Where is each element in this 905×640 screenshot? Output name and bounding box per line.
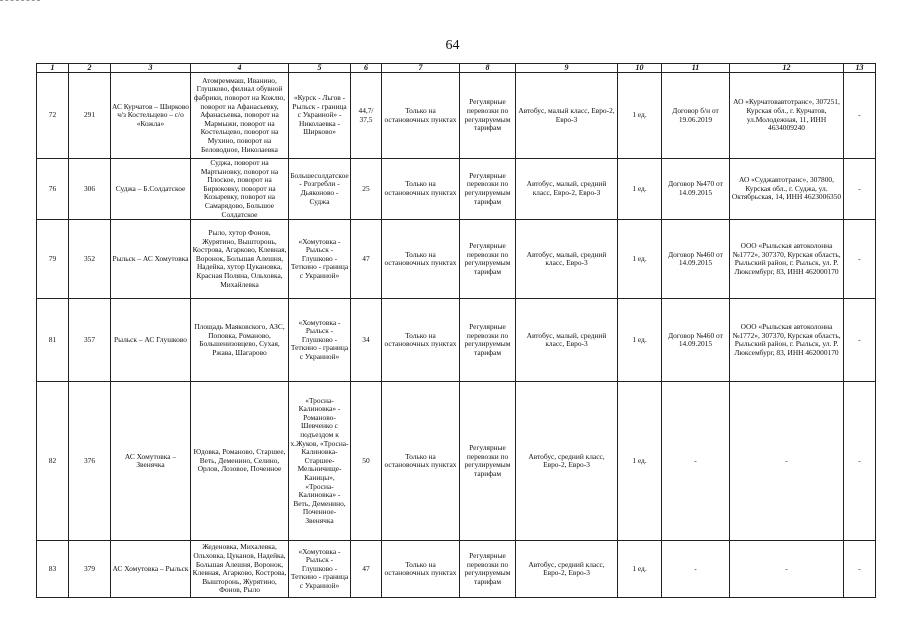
- vehicle-class-cell: Автобус, малый, средний класс, Евро-2, Евро-3: [516, 159, 618, 220]
- contract-cell: Договор б/н от 19.06.2019: [662, 73, 730, 159]
- transport-type-cell: Регулярные перевозки по регулируемым тарифам: [460, 159, 516, 220]
- routes-table: [36, 63, 876, 598]
- boarding-procedure-cell: Только на остановочных пунктах: [382, 220, 460, 299]
- route-number-cell: 376: [69, 382, 111, 541]
- table-row: [37, 541, 876, 598]
- column-number-4: 4: [191, 64, 289, 73]
- column-number-8: 8: [460, 64, 516, 73]
- column-number-6: 6: [351, 64, 382, 73]
- carrier-cell: АО «Курчатовавтотранс», 307251, Курская обл., г. Курчатов, ул.Молодежная, 11, ИНН 4634009240: [730, 73, 844, 159]
- notes-cell: -: [844, 541, 876, 598]
- notes-cell: -: [844, 73, 876, 159]
- column-number-10: 10: [618, 64, 662, 73]
- vehicle-class-cell: Автобус, малый, средний класс, Евро-3: [516, 220, 618, 299]
- boarding-procedure-cell: Только на остановочных пунктах: [382, 73, 460, 159]
- route-number-cell: 357: [69, 299, 111, 382]
- transport-type-cell: Регулярные перевозки по регулируемым тарифам: [460, 382, 516, 541]
- transport-type-cell: Регулярные перевозки по регулируемым тарифам: [460, 220, 516, 299]
- table-row: [37, 220, 876, 299]
- streets-roads-cell: Большесолдатское - Розгребли - Дьяконово - Суджа: [289, 159, 351, 220]
- notes-cell: -: [844, 220, 876, 299]
- route-length-cell: 25: [351, 159, 382, 220]
- route-number-cell: 352: [69, 220, 111, 299]
- column-number-1: 1: [37, 64, 69, 73]
- streets-roads-cell: «Хомутовка - Рыльск - Глушково - Теткино - граница с Украиной»: [289, 220, 351, 299]
- intermediate-stops-cell: Атомреммаш, Иванино, Глушково, филиал обувной фабрики, поворот на Кожлю, поворот на Афанасьевку, Афанасьевка, поворот на Мармыжи, поворот на Костельцево, поворот на Мухино, поворот на Беловодное, Николаевка: [191, 73, 289, 159]
- vehicle-class-cell: Автобус, средний класс, Евро-2, Евро-3: [516, 382, 618, 541]
- carrier-cell: ООО «Рыльская автоколонна №1772», 307370, Курская область, Рыльский район, г. Рыльск, ул. Р. Люксембург, 83, ИНН 462000170: [730, 299, 844, 382]
- row-number-cell: 81: [37, 299, 69, 382]
- contract-cell: Договор №460 от 14.09.2015: [662, 299, 730, 382]
- intermediate-stops-cell: Площадь Маяковского, АЗС, Поповка, Романово, Большенизовцево, Сухая, Ржава, Шагарово: [191, 299, 289, 382]
- route-length-cell: 47: [351, 220, 382, 299]
- table-row: [37, 159, 876, 220]
- row-number-cell: 83: [37, 541, 69, 598]
- carrier-cell: -: [730, 382, 844, 541]
- vehicle-class-cell: Автобус, малый класс, Евро-2, Евро-3: [516, 73, 618, 159]
- boarding-procedure-cell: Только на остановочных пунктах: [382, 299, 460, 382]
- column-number-7: 7: [382, 64, 460, 73]
- column-number-2: 2: [69, 64, 111, 73]
- intermediate-stops-cell: Суджа, поворот на Мартыновку, поворот на Плоское, поворот на Бирюковку, поворот на Козыревку, поворот на Самарядово, Большое Солдатское: [191, 159, 289, 220]
- page-number: 64: [445, 38, 460, 53]
- intermediate-stops-cell: Юдовка, Романово, Старшее, Веть, Деменино, Селино, Орлов, Лозовое, Поченное: [191, 382, 289, 541]
- contract-cell: -: [662, 541, 730, 598]
- row-number-cell: 79: [37, 220, 69, 299]
- contract-cell: Договор №460 от 14.09.2015: [662, 220, 730, 299]
- notes-cell: -: [844, 299, 876, 382]
- boarding-procedure-cell: Только на остановочных пунктах: [382, 541, 460, 598]
- route-name-cell: АС Курчатов – Ширково ч/з Костельцево – с/о «Кожла»: [111, 73, 191, 159]
- route-name-cell: Рыльск – АС Хомутовка: [111, 220, 191, 299]
- carrier-cell: АО «Суджавтотранс», 307800, Курская обл., г. Суджа, ул. Октябрьская, 14, ИНН 4623006350: [730, 159, 844, 220]
- route-length-cell: 44,7/ 37,5: [351, 73, 382, 159]
- vehicle-count-cell: 1 ед.: [618, 73, 662, 159]
- table-row: [37, 73, 876, 159]
- notes-cell: -: [844, 159, 876, 220]
- intermediate-stops-cell: Жеденовка, Михалевка, Ольховка, Цуканов, Надейка, Большая Алешня, Воронок, Клевная, Агарково, Кострова, Вышторонь, Журятино, Фонов, Рыло: [191, 541, 289, 598]
- route-name-cell: АС Хомутовка – Звенячка: [111, 382, 191, 541]
- row-number-cell: 76: [37, 159, 69, 220]
- route-length-cell: 47: [351, 541, 382, 598]
- route-name-cell: Рыльск – АС Глушково: [111, 299, 191, 382]
- intermediate-stops-cell: Рыло, хутор Фонов, Журятино, Вышторонь, Кострова, Агарково, Клевная, Воронок, Большая Алешня, Надейка, хутор Цукановка, Красная Поляна, Ольховка, Михайлевка: [191, 220, 289, 299]
- boarding-procedure-cell: Только на остановочных пунктах: [382, 159, 460, 220]
- transport-type-cell: Регулярные перевозки по регулируемым тарифам: [460, 541, 516, 598]
- route-number-cell: 291: [69, 73, 111, 159]
- contract-cell: Договор №470 от 14.09.2015: [662, 159, 730, 220]
- route-name-cell: АС Хомутовка – Рыльск: [111, 541, 191, 598]
- row-number-cell: 72: [37, 73, 69, 159]
- vehicle-count-cell: 1 ед.: [618, 541, 662, 598]
- vehicle-class-cell: Автобус, средний класс, Евро-2, Евро-3: [516, 541, 618, 598]
- table-header-row: [37, 64, 876, 73]
- contract-cell: -: [662, 382, 730, 541]
- column-number-3: 3: [111, 64, 191, 73]
- carrier-cell: ООО «Рыльская автоколонна №1772», 307370, Курская область, Рыльский район, г. Рыльск, ул. Р. Люксембург, 83, ИНН 462000170: [730, 220, 844, 299]
- route-length-cell: 50: [351, 382, 382, 541]
- vehicle-count-cell: 1 ед.: [618, 382, 662, 541]
- route-name-cell: Суджа – Б.Солдатское: [111, 159, 191, 220]
- column-number-12: 12: [730, 64, 844, 73]
- carrier-cell: -: [730, 541, 844, 598]
- streets-roads-cell: «Хомутовка - Рыльск - Глушково - Теткино - граница с Украиной»: [289, 541, 351, 598]
- scan-corner-mark: [0, 0, 40, 3]
- column-number-9: 9: [516, 64, 618, 73]
- column-number-13: 13: [844, 64, 876, 73]
- route-number-cell: 306: [69, 159, 111, 220]
- transport-type-cell: Регулярные перевозки по регулируемым тарифам: [460, 73, 516, 159]
- vehicle-count-cell: 1 ед.: [618, 220, 662, 299]
- vehicle-count-cell: 1 ед.: [618, 159, 662, 220]
- route-length-cell: 34: [351, 299, 382, 382]
- notes-cell: -: [844, 382, 876, 541]
- boarding-procedure-cell: Только на остановочных пунктах: [382, 382, 460, 541]
- row-number-cell: 82: [37, 382, 69, 541]
- vehicle-count-cell: 1 ед.: [618, 299, 662, 382]
- route-number-cell: 379: [69, 541, 111, 598]
- vehicle-class-cell: Автобус, малый, средний класс, Евро-3: [516, 299, 618, 382]
- streets-roads-cell: «Курск - Льгов - Рыльск - граница с Украиной» - Николаевка - Ширково»: [289, 73, 351, 159]
- column-number-11: 11: [662, 64, 730, 73]
- table-row: [37, 382, 876, 541]
- column-number-5: 5: [289, 64, 351, 73]
- streets-roads-cell: «Тросна-Калиновка» - Романово-Шевченко с подъездом к х.Жуков, «Тросна-Калиновка-Старшее-Мельничище-Каницы», «Тросна-Калиновка» - Веть, Деменино, Поченное-Звенячка: [289, 382, 351, 541]
- transport-type-cell: Регулярные перевозки по регулируемым тарифам: [460, 299, 516, 382]
- table-row: [37, 299, 876, 382]
- streets-roads-cell: «Хомутовка - Рыльск - Глушково - Теткино - граница с Украиной»: [289, 299, 351, 382]
